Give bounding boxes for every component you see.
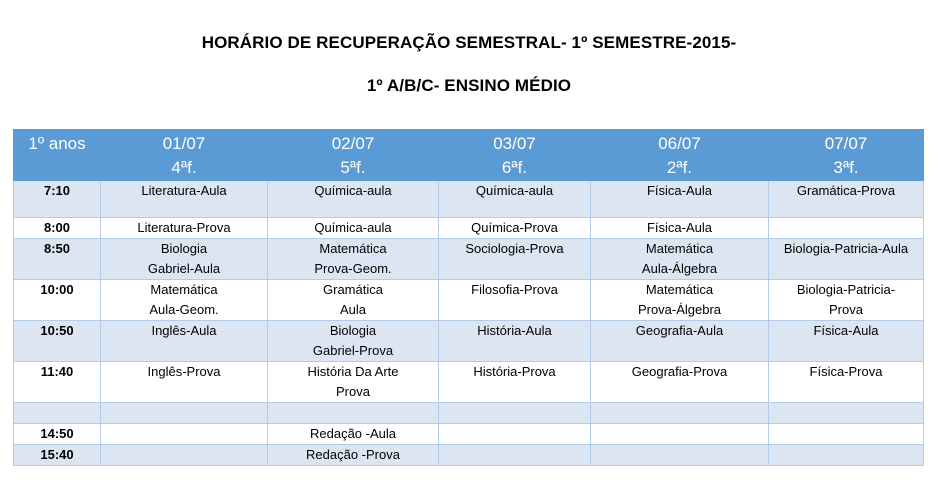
cell-line: Inglês-Aula: [151, 323, 217, 338]
schedule-cell: [591, 403, 769, 424]
schedule-cell: [101, 218, 268, 239]
cell-line: Biologia-Patricia-: [796, 282, 896, 297]
header-day: 01/07 4ªf.: [101, 130, 268, 181]
schedule-cell: [439, 445, 591, 466]
schedule-cell: [268, 424, 439, 445]
schedule-cell: [268, 218, 439, 239]
schedule-cell: [591, 218, 769, 239]
cell-line: Gabriel-Aula: [147, 261, 221, 276]
schedule-cell: [268, 239, 439, 280]
time-cell: 8:00: [14, 218, 101, 239]
time-cell: 11:40: [14, 362, 101, 403]
cell-line: Literatura-Aula: [141, 183, 227, 198]
table-row: [14, 445, 924, 466]
cell-line: Biologia: [329, 323, 377, 338]
table-row: [14, 403, 924, 424]
cell-line: Prova: [336, 384, 370, 399]
schedule-cell: [769, 218, 924, 239]
schedule-cell: [769, 321, 924, 362]
table-row: [14, 424, 924, 445]
schedule-cell: [439, 218, 591, 239]
schedule-cell: [439, 424, 591, 445]
cell-line: Química-Prova: [471, 220, 558, 235]
cell-line: História Da Arte: [307, 364, 399, 379]
cell-line: Geografia-Prova: [631, 364, 728, 379]
table-row: [14, 280, 924, 321]
schedule-cell: [591, 321, 769, 362]
time-cell: [14, 403, 101, 424]
time-cell: 10:00: [14, 280, 101, 321]
cell-line: Aula-Álgebra: [641, 261, 718, 276]
schedule-cell: [101, 239, 268, 280]
cell-line: Matemática: [645, 241, 714, 256]
table-row: [14, 181, 924, 218]
schedule-cell: [591, 280, 769, 321]
cell-line: Gabriel-Prova: [312, 343, 394, 358]
schedule-cell: [769, 181, 924, 218]
schedule-cell: [591, 424, 769, 445]
schedule-cell: [769, 362, 924, 403]
schedule-cell: [769, 424, 924, 445]
cell-line: Prova-Álgebra: [637, 302, 722, 317]
schedule-cell: [439, 280, 591, 321]
cell-line: Inglês-Prova: [147, 364, 221, 379]
schedule-table: [13, 129, 924, 466]
time-cell: 8:50: [14, 239, 101, 280]
cell-line: Aula-Geom.: [149, 302, 219, 317]
header-day: 07/07 3ªf.: [769, 130, 924, 181]
time-cell: 10:50: [14, 321, 101, 362]
cell-line: Matemática: [150, 282, 218, 297]
cell-line: Literatura-Prova: [137, 220, 231, 235]
cell-line: Física-Aula: [646, 220, 713, 235]
header-row: [14, 130, 924, 181]
cell-line: Química-aula: [314, 220, 392, 235]
time-cell: 14:50: [14, 424, 101, 445]
cell-line: Física-Aula: [646, 183, 713, 198]
cell-line: Filosofia-Prova: [471, 282, 558, 297]
cell-line: Matemática: [319, 241, 387, 256]
header-day: 03/07 6ªf.: [439, 130, 591, 181]
schedule-cell: [101, 424, 268, 445]
page-title: HORÁRIO DE RECUPERAÇÃO SEMESTRAL- 1º SEMESTRE-2015-: [201, 33, 737, 52]
schedule-cell: [439, 362, 591, 403]
schedule-cell: [769, 239, 924, 280]
cell-line: Redação -Prova: [306, 447, 400, 462]
cell-line: Sociologia-Prova: [465, 241, 564, 256]
table-row: [14, 239, 924, 280]
cell-line: Aula: [339, 302, 367, 317]
cell-line: Química-aula: [475, 183, 554, 198]
cell-line: Física-Prova: [809, 364, 883, 379]
cell-line: Física-Aula: [813, 323, 879, 338]
schedule-cell: [591, 239, 769, 280]
schedule-cell: [591, 181, 769, 218]
cell-line: Redação -Aula: [310, 426, 396, 441]
header-day: 02/07 5ªf.: [268, 130, 439, 181]
cell-line: Biologia: [160, 241, 208, 256]
schedule-cell: [101, 362, 268, 403]
cell-line: História-Prova: [473, 364, 556, 379]
schedule-cell: [268, 321, 439, 362]
schedule-cell: [591, 445, 769, 466]
cell-line: Gramática: [323, 282, 383, 297]
schedule-cell: [101, 445, 268, 466]
schedule-cell: [268, 280, 439, 321]
cell-line: História-Aula: [477, 323, 552, 338]
schedule-cell: [268, 403, 439, 424]
cell-line: Geografia-Aula: [635, 323, 724, 338]
cell-line: Prova-Geom.: [314, 261, 392, 276]
schedule-cell: [268, 445, 439, 466]
schedule-cell: [268, 362, 439, 403]
schedule-cell: [268, 181, 439, 218]
header-class: 1º anos: [14, 130, 101, 181]
schedule-cell: [591, 362, 769, 403]
schedule-cell: [439, 321, 591, 362]
time-cell: 15:40: [14, 445, 101, 466]
cell-line: Matemática: [645, 282, 714, 297]
page-subtitle: 1º A/B/C- ENSINO MÉDIO: [366, 76, 572, 95]
schedule-cell: [439, 403, 591, 424]
header-day: 06/07 2ªf.: [591, 130, 769, 181]
schedule-cell: [101, 403, 268, 424]
table-row: [14, 218, 924, 239]
schedule-cell: [769, 403, 924, 424]
cell-line: Prova: [829, 302, 863, 317]
table-row: [14, 321, 924, 362]
schedule-cell: [769, 280, 924, 321]
table-row: [14, 362, 924, 403]
schedule-cell: [101, 181, 268, 218]
cell-line: Gramática-Prova: [796, 183, 896, 198]
schedule-cell: [439, 181, 591, 218]
cell-line: Química-aula: [314, 183, 392, 198]
schedule-cell: [101, 280, 268, 321]
time-cell: 7:10: [14, 181, 101, 218]
schedule-cell: [439, 239, 591, 280]
schedule-cell: [101, 321, 268, 362]
schedule-cell: [769, 445, 924, 466]
cell-line: Biologia-Patricia-Aula: [783, 241, 909, 256]
